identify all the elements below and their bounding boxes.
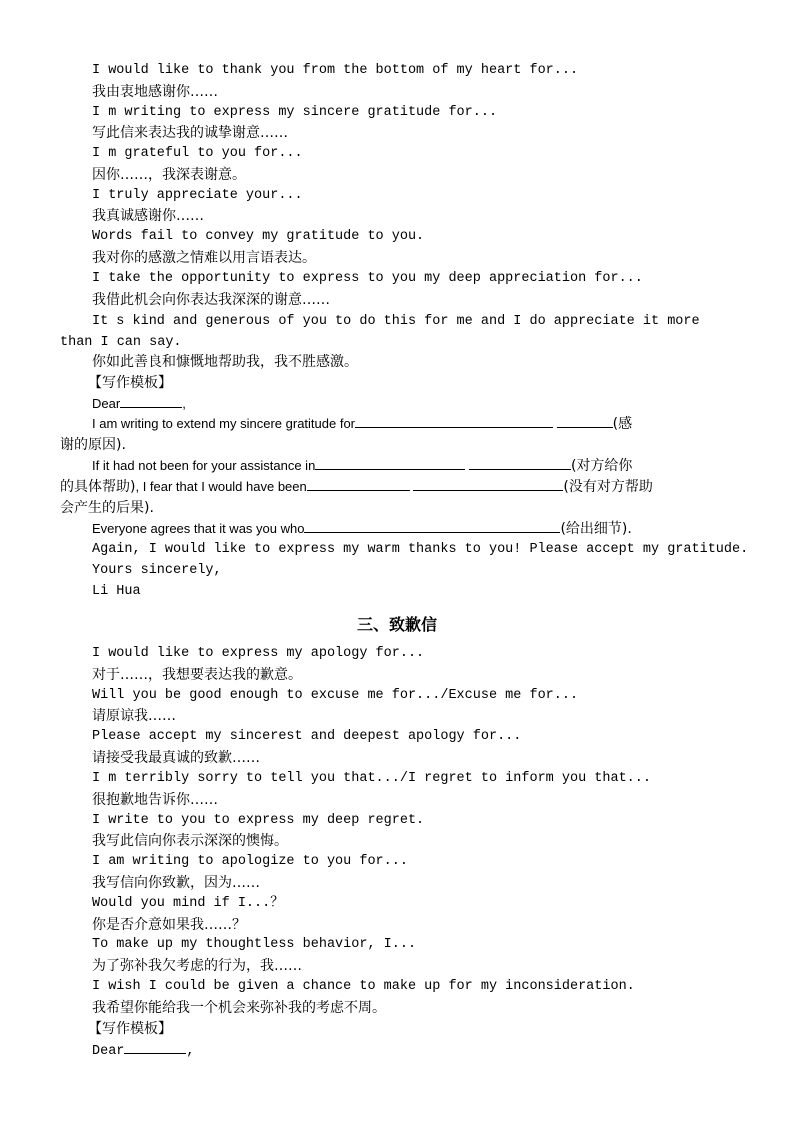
fill-blank: [557, 414, 613, 428]
phrase-en: I m writing to express my sincere gratitude for...: [92, 105, 498, 120]
template-note: 的具体帮助): [60, 479, 136, 495]
template-salutation: [92, 394, 186, 414]
phrase-zh: 我真诚感谢你……: [92, 208, 204, 224]
template-text: I am writing to extend my sincere gratitude for: [92, 416, 356, 431]
template-text: Everyone agrees that it was you who: [92, 521, 305, 536]
phrase-en: I am writing to apologize to you for...: [92, 854, 408, 869]
salutation-comma: ,: [182, 396, 186, 411]
phrase-zh: 请原谅我……: [92, 708, 176, 724]
phrase-en: Please accept my sincerest and deepest apology for...: [92, 729, 522, 744]
phrase-en: I m terribly sorry to tell you that.../I regret to inform you that...: [92, 771, 651, 786]
template-closing: Yours sincerely,: [92, 563, 222, 578]
fill-blank: [355, 414, 553, 428]
template-line-2: [92, 456, 632, 476]
phrase-en: I truly appreciate your...: [92, 188, 303, 203]
template-note: (对方给你: [570, 458, 633, 474]
template-note-cont: 谢的原因).: [60, 437, 126, 453]
salutation-text: Dear: [92, 1044, 125, 1059]
phrase-zh: 写此信来表达我的诚挚谢意……: [92, 125, 288, 141]
phrase-zh: 我写此信向你表示深深的懊悔。: [92, 833, 288, 849]
template-note-cont: 会产生的后果).: [60, 500, 154, 516]
phrase-zh: 我写信向你致歉，因为……: [92, 875, 260, 891]
template-line-2-cont: 的具体帮助), I fear that I would have been (没有对方帮助: [60, 479, 653, 495]
phrase-zh: 我由衷地感谢你……: [92, 84, 218, 100]
fill-blank: [315, 456, 465, 470]
phrase-en: Words fail to convey my gratitude to you.: [92, 229, 425, 244]
template-note: (给出细节).: [560, 521, 632, 537]
salutation-text: Dear: [92, 396, 121, 411]
template-line-3: [92, 519, 632, 539]
fill-blank: [469, 456, 571, 470]
fill-blank: [307, 477, 410, 491]
phrase-en: Would you mind if I...？: [92, 896, 284, 911]
phrase-en: I write to you to express my deep regret.: [92, 813, 425, 828]
template-salutation: [92, 1040, 195, 1062]
phrase-en-wrapped: It s kind and generous of you to do this for me and I do appreciate it more than I can say.: [60, 314, 700, 350]
phrase-en: I would like to thank you from the bottom of my heart for...: [92, 63, 579, 78]
phrase-zh: 因你……，我深表谢意。: [92, 167, 246, 183]
phrase-zh: 请接受我最真诚的致歉……: [92, 750, 260, 766]
template-label: 【写作模板】: [88, 1021, 172, 1037]
phrase-zh: 为了弥补我欠考虑的行为，我……: [92, 958, 302, 974]
salutation-comma: ,: [186, 1044, 195, 1059]
phrase-zh: 对于……，我想要表达我的歉意。: [92, 667, 302, 683]
section-heading: 三、致歉信: [356, 615, 437, 634]
fill-blank: [120, 394, 182, 408]
phrase-en: I wish I could be given a chance to make up for my inconsideration.: [92, 979, 635, 994]
template-note: (没有对方帮助: [563, 479, 653, 495]
template-line-1: [92, 414, 632, 434]
phrase-en: Will you be good enough to excuse me for.../Excuse me for...: [92, 688, 579, 703]
template-again: Again, I would like to express my warm thanks to you! Please accept my gratitude.: [92, 542, 749, 557]
phrase-en: To make up my thoughtless behavior, I...: [92, 937, 417, 952]
template-note: (感: [612, 416, 633, 432]
fill-blank: [413, 477, 563, 491]
phrase-en: I take the opportunity to express to you my deep appreciation for...: [92, 271, 643, 286]
phrase-zh: 我借此机会向你表达我深深的谢意……: [92, 292, 330, 308]
phrase-en: I would like to express my apology for...: [92, 646, 425, 661]
phrase-zh: 你是否介意如果我……？: [92, 917, 246, 933]
phrase-en: I m grateful to you for...: [92, 146, 303, 161]
phrase-zh: 很抱歉地告诉你……: [92, 792, 218, 808]
phrase-zh: 我希望你能给我一个机会来弥补我的考虑不周。: [92, 1000, 386, 1016]
phrase-zh: 你如此善良和慷慨地帮助我，我不胜感激。: [92, 354, 358, 370]
fill-blank: [124, 1040, 186, 1054]
template-text: If it had not been for your assistance in: [92, 458, 316, 473]
template-label: 【写作模板】: [88, 375, 172, 391]
fill-blank: [304, 519, 560, 533]
phrase-zh: 我对你的感激之情难以用言语表达。: [92, 250, 316, 266]
template-signature: Li Hua: [92, 584, 141, 599]
